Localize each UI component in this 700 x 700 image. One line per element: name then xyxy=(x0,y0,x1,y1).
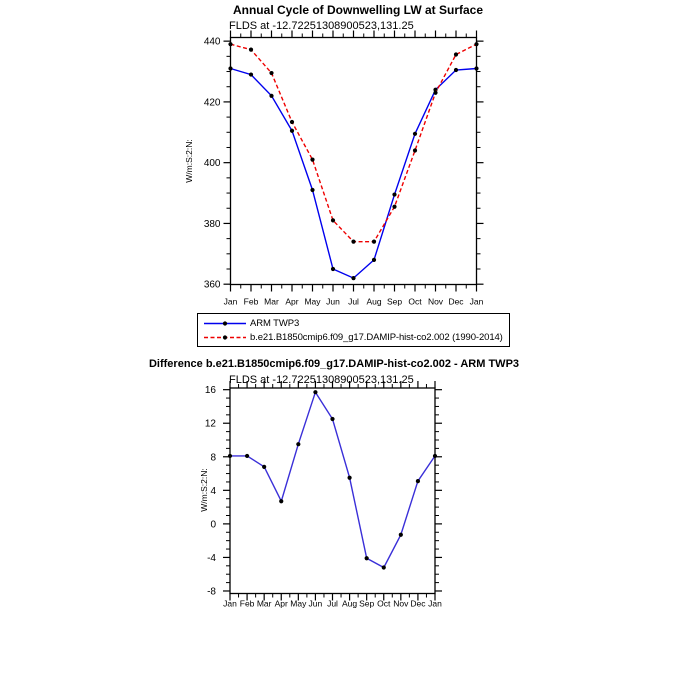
month-label: Dec xyxy=(410,598,426,609)
data-point-marker xyxy=(474,42,478,46)
month-label: Feb xyxy=(239,598,255,609)
data-point-marker xyxy=(249,72,253,76)
month-label: Nov xyxy=(393,598,409,609)
data-point-marker xyxy=(382,565,386,569)
legend-line-sample-red xyxy=(203,331,247,344)
month-label: Apr xyxy=(274,598,288,609)
data-point-marker xyxy=(310,188,314,192)
data-point-marker xyxy=(331,218,335,222)
month-label: May xyxy=(304,296,321,307)
month-label: Jun xyxy=(326,296,340,307)
legend-marker-dot xyxy=(223,321,227,325)
data-point-marker xyxy=(351,276,355,280)
bottom-chart-plot xyxy=(205,381,442,609)
top-chart-series-line-1 xyxy=(231,44,477,242)
top-chart-subtitle: FLDS at -12.72251308900523,131.25 xyxy=(229,20,414,32)
data-point-marker xyxy=(372,240,376,244)
data-point-marker xyxy=(228,42,232,46)
data-point-marker xyxy=(262,465,266,469)
month-label: Mar xyxy=(256,598,272,609)
data-point-marker xyxy=(313,390,317,394)
y-tick-label: 400 xyxy=(203,158,221,170)
data-point-marker xyxy=(228,66,232,70)
month-label: Feb xyxy=(243,296,259,307)
month-label: Aug xyxy=(366,296,382,307)
data-point-marker xyxy=(392,205,396,209)
month-label: Nov xyxy=(427,296,444,307)
y-tick-label: 380 xyxy=(203,218,221,230)
month-label: Jan xyxy=(469,296,484,307)
data-point-marker xyxy=(249,48,253,52)
month-label: Jul xyxy=(348,296,359,307)
legend-label-model: b.e21.B1850cmip6.f09_g17.DAMIP-hist-co2.002 (1990-2014) xyxy=(250,332,503,343)
bottom-chart-title: Difference b.e21.B1850cmip6.f09_g17.DAMIP-hist-co2.002 - ARM TWP3 xyxy=(148,358,520,370)
y-tick-label: -8 xyxy=(207,586,216,598)
legend-label-arm-twp3: ARM TWP3 xyxy=(250,318,300,329)
data-point-marker xyxy=(399,533,403,537)
data-point-marker xyxy=(433,91,437,95)
legend-line-sample-blue xyxy=(203,317,247,330)
top-chart-series-markers-0 xyxy=(228,66,478,280)
y-tick-label: 0 xyxy=(210,519,216,531)
y-tick-label: -4 xyxy=(207,552,216,564)
data-point-marker xyxy=(474,66,478,70)
month-label: Apr xyxy=(285,296,299,307)
data-point-marker xyxy=(454,52,458,56)
legend-item-arm-twp3 xyxy=(203,317,299,330)
month-label: Jul xyxy=(327,598,338,609)
month-label: Aug xyxy=(342,598,358,609)
top-chart-frame xyxy=(231,38,477,285)
data-point-marker xyxy=(433,454,437,458)
data-point-marker xyxy=(372,258,376,262)
data-point-marker xyxy=(290,120,294,124)
data-point-marker xyxy=(310,158,314,162)
y-tick-label: 360 xyxy=(203,279,221,291)
month-label: Sep xyxy=(359,598,375,609)
y-tick-label: 420 xyxy=(203,97,221,109)
data-point-marker xyxy=(296,442,300,446)
top-chart-title: Annual Cycle of Downwelling LW at Surface xyxy=(232,3,484,17)
data-point-marker xyxy=(228,454,232,458)
legend-item-model xyxy=(203,331,503,344)
data-point-marker xyxy=(454,68,458,72)
legend-box xyxy=(197,313,510,347)
data-point-marker xyxy=(331,267,335,271)
data-point-marker xyxy=(351,240,355,244)
data-point-marker xyxy=(347,476,351,480)
bottom-chart-y-axis-label: W/m:S:2:N: xyxy=(199,468,209,512)
data-point-marker xyxy=(330,417,334,421)
data-point-marker xyxy=(269,71,273,75)
top-chart-series-line-0 xyxy=(231,69,477,279)
y-tick-label: 12 xyxy=(204,418,216,430)
month-label: Jan xyxy=(223,296,238,307)
data-point-marker xyxy=(413,132,417,136)
y-tick-label: 440 xyxy=(203,36,221,48)
data-point-marker xyxy=(416,479,420,483)
data-point-marker xyxy=(279,499,283,503)
bottom-chart-subtitle: FLDS at -12.72251308900523,131.25 xyxy=(229,374,414,386)
data-point-marker xyxy=(365,556,369,560)
data-point-marker xyxy=(392,192,396,196)
top-chart-series-markers-1 xyxy=(228,42,478,244)
month-label: Oct xyxy=(408,296,422,307)
top-chart-plot xyxy=(204,31,484,307)
y-tick-label: 4 xyxy=(210,485,216,497)
month-label: Jan xyxy=(428,598,442,609)
month-label: Sep xyxy=(386,296,403,307)
month-label: Jun xyxy=(308,598,323,609)
data-point-marker xyxy=(269,94,273,98)
top-chart-y-axis-label: W/m:S:2:N: xyxy=(184,139,194,183)
month-label: Jan xyxy=(223,598,237,609)
bottom-chart-series-markers-0 xyxy=(228,390,437,570)
y-tick-label: 8 xyxy=(210,452,216,464)
month-label: Mar xyxy=(264,296,279,307)
legend-marker-dot xyxy=(223,335,227,339)
y-tick-label: 16 xyxy=(204,385,216,397)
month-label: Dec xyxy=(448,296,464,307)
data-point-marker xyxy=(413,148,417,152)
data-point-marker xyxy=(290,129,294,133)
data-point-marker xyxy=(245,454,249,458)
month-label: May xyxy=(290,598,307,609)
month-label: Oct xyxy=(377,598,391,609)
